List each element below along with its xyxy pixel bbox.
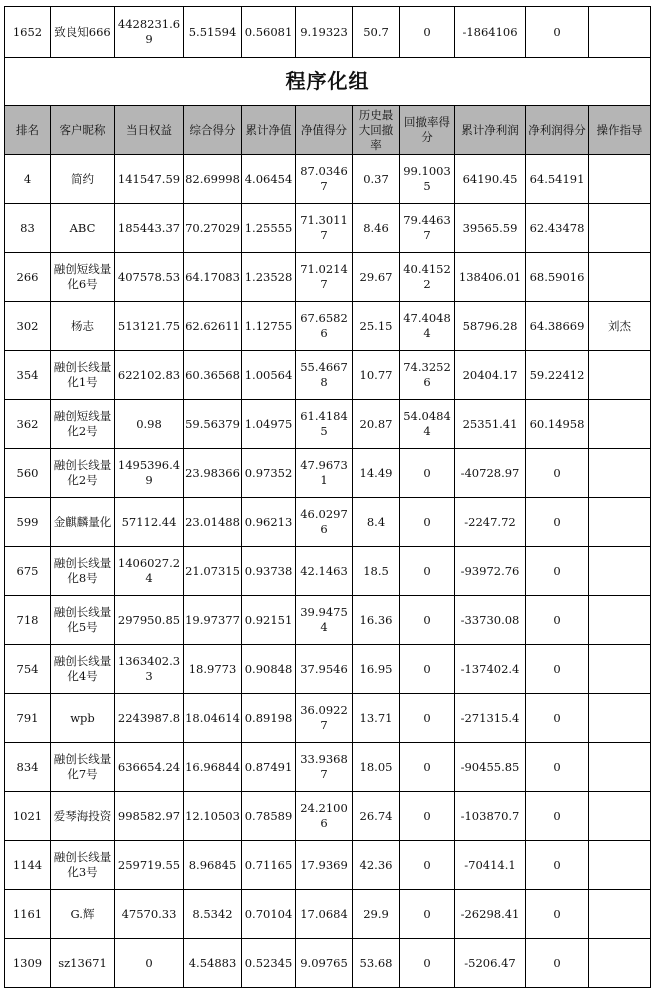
name-cell: 融创长线量化7号 (51, 743, 115, 792)
score-cell: 62.62611 (184, 302, 242, 351)
guide-cell (589, 547, 651, 596)
score-cell: 8.96845 (184, 841, 242, 890)
drawdown-cell: 18.5 (353, 547, 400, 596)
nav-cell: 1.04975 (242, 400, 296, 449)
table-row (5, 743, 651, 792)
rank-cell: 266 (5, 253, 51, 302)
rank-cell: 354 (5, 351, 51, 400)
nav-cell: 0.96213 (242, 498, 296, 547)
equity-cell: 297950.85 (115, 596, 184, 645)
profit-score-cell: 60.14958 (526, 400, 589, 449)
drawdown-cell: 25.15 (353, 302, 400, 351)
nav-score-cell: 87.03467 (296, 155, 353, 204)
profit-score-cell: 68.59016 (526, 253, 589, 302)
drawdown-score-cell: 99.10035 (400, 155, 455, 204)
guide-cell (589, 155, 651, 204)
equity-cell: 636654.24 (115, 743, 184, 792)
nav-score-cell: 24.21006 (296, 792, 353, 841)
name-cell: G.辉 (51, 890, 115, 939)
table-row (5, 449, 651, 498)
name-cell: 简约 (51, 155, 115, 204)
profit-score-cell: 0 (526, 792, 589, 841)
profit-cell: -26298.41 (455, 890, 526, 939)
rank-cell: 1309 (5, 939, 51, 988)
name-cell: ABC (51, 204, 115, 253)
drawdown-score-cell: 0 (400, 743, 455, 792)
nav-score-cell: 9.09765 (296, 939, 353, 988)
table-row (5, 547, 651, 596)
profit-cell: -5206.47 (455, 939, 526, 988)
rank-cell: 1144 (5, 841, 51, 890)
equity-cell: 998582.97 (115, 792, 184, 841)
drawdown-score-cell: 0 (400, 841, 455, 890)
drawdown-score-cell: 0 (400, 939, 455, 988)
name-cell: 杨志 (51, 302, 115, 351)
table-row (5, 694, 651, 743)
nav-cell: 1.00564 (242, 351, 296, 400)
profit-score-cell: 0 (526, 498, 589, 547)
guide-cell (589, 7, 651, 58)
drawdown-score-cell: 0 (400, 7, 455, 58)
profit-cell: -271315.4 (455, 694, 526, 743)
nav-score-cell: 46.02976 (296, 498, 353, 547)
drawdown-score-cell: 0 (400, 596, 455, 645)
guide-cell (589, 841, 651, 890)
nav-score-cell: 37.9546 (296, 645, 353, 694)
rank-cell: 4 (5, 155, 51, 204)
drawdown-cell: 29.9 (353, 890, 400, 939)
header-profit-score: 净利润得分 (526, 106, 589, 155)
profit-cell: -90455.85 (455, 743, 526, 792)
nav-score-cell: 33.93687 (296, 743, 353, 792)
table-row (5, 155, 651, 204)
drawdown-cell: 18.05 (353, 743, 400, 792)
name-cell: 融创长线量化3号 (51, 841, 115, 890)
nav-score-cell: 67.65826 (296, 302, 353, 351)
score-cell: 21.07315 (184, 547, 242, 596)
partial-top-row (5, 7, 651, 58)
profit-cell: -40728.97 (455, 449, 526, 498)
equity-cell: 259719.55 (115, 841, 184, 890)
nav-score-cell: 47.96731 (296, 449, 353, 498)
score-cell: 5.51594 (184, 7, 242, 58)
drawdown-cell: 13.71 (353, 694, 400, 743)
table-row (5, 302, 651, 351)
rank-cell: 83 (5, 204, 51, 253)
nav-cell: 0.78589 (242, 792, 296, 841)
name-cell: 融创长线量化1号 (51, 351, 115, 400)
table-row (5, 400, 651, 449)
drawdown-score-cell: 0 (400, 890, 455, 939)
drawdown-cell: 16.95 (353, 645, 400, 694)
rank-cell: 599 (5, 498, 51, 547)
guide-cell (589, 792, 651, 841)
equity-cell: 513121.75 (115, 302, 184, 351)
drawdown-cell: 42.36 (353, 841, 400, 890)
profit-cell: -33730.08 (455, 596, 526, 645)
score-cell: 12.10503 (184, 792, 242, 841)
nav-cell: 0.93738 (242, 547, 296, 596)
profit-score-cell: 0 (526, 645, 589, 694)
equity-cell: 141547.59 (115, 155, 184, 204)
nav-score-cell: 36.09227 (296, 694, 353, 743)
drawdown-score-cell: 40.41522 (400, 253, 455, 302)
header-row (5, 106, 651, 155)
header-nav: 累计净值 (242, 106, 296, 155)
nav-score-cell: 9.19323 (296, 7, 353, 58)
profit-score-cell: 0 (526, 7, 589, 58)
header-name: 客户昵称 (51, 106, 115, 155)
drawdown-score-cell: 74.32526 (400, 351, 455, 400)
nav-cell: 4.06454 (242, 155, 296, 204)
rank-cell: 675 (5, 547, 51, 596)
guide-cell (589, 596, 651, 645)
nav-cell: 0.90848 (242, 645, 296, 694)
profit-cell: -70414.1 (455, 841, 526, 890)
nav-score-cell: 71.02147 (296, 253, 353, 302)
drawdown-score-cell: 0 (400, 547, 455, 596)
guide-cell (589, 204, 651, 253)
equity-cell: 4428231.69 (115, 7, 184, 58)
equity-cell: 0.98 (115, 400, 184, 449)
nav-cell: 1.12755 (242, 302, 296, 351)
profit-score-cell: 0 (526, 939, 589, 988)
rank-cell: 560 (5, 449, 51, 498)
header-profit: 累计净利润 (455, 106, 526, 155)
profit-cell: -137402.4 (455, 645, 526, 694)
equity-cell: 2243987.8 (115, 694, 184, 743)
name-cell: 致良知666 (51, 7, 115, 58)
guide-cell (589, 694, 651, 743)
drawdown-cell: 26.74 (353, 792, 400, 841)
equity-cell: 1495396.49 (115, 449, 184, 498)
table-row (5, 841, 651, 890)
profit-score-cell: 62.43478 (526, 204, 589, 253)
score-cell: 19.97377 (184, 596, 242, 645)
nav-cell: 0.70104 (242, 890, 296, 939)
name-cell: 爱琴海投资 (51, 792, 115, 841)
score-cell: 18.04614 (184, 694, 242, 743)
name-cell: 融创短线量化2号 (51, 400, 115, 449)
score-cell: 4.54883 (184, 939, 242, 988)
table-row (5, 645, 651, 694)
drawdown-cell: 8.46 (353, 204, 400, 253)
drawdown-cell: 53.68 (353, 939, 400, 988)
score-cell: 60.36568 (184, 351, 242, 400)
header-drawdown-score: 回撤率得分 (400, 106, 455, 155)
name-cell: 融创短线量化6号 (51, 253, 115, 302)
nav-cell: 0.56081 (242, 7, 296, 58)
drawdown-cell: 29.67 (353, 253, 400, 302)
drawdown-score-cell: 0 (400, 498, 455, 547)
score-cell: 16.96844 (184, 743, 242, 792)
drawdown-cell: 16.36 (353, 596, 400, 645)
drawdown-cell: 8.4 (353, 498, 400, 547)
guide-cell (589, 939, 651, 988)
nav-score-cell: 71.30117 (296, 204, 353, 253)
nav-cell: 0.92151 (242, 596, 296, 645)
drawdown-score-cell: 0 (400, 449, 455, 498)
drawdown-score-cell: 0 (400, 792, 455, 841)
drawdown-score-cell: 47.40484 (400, 302, 455, 351)
nav-cell: 1.25555 (242, 204, 296, 253)
score-cell: 64.17083 (184, 253, 242, 302)
score-cell: 59.56379 (184, 400, 242, 449)
name-cell: 融创长线量化5号 (51, 596, 115, 645)
equity-cell: 185443.37 (115, 204, 184, 253)
name-cell: 金麒麟量化 (51, 498, 115, 547)
profit-score-cell: 0 (526, 547, 589, 596)
profit-score-cell: 0 (526, 743, 589, 792)
profit-score-cell: 0 (526, 596, 589, 645)
profit-cell: 138406.01 (455, 253, 526, 302)
drawdown-cell: 20.87 (353, 400, 400, 449)
drawdown-cell: 10.77 (353, 351, 400, 400)
profit-cell: 20404.17 (455, 351, 526, 400)
score-cell: 82.69998 (184, 155, 242, 204)
drawdown-score-cell: 79.44637 (400, 204, 455, 253)
name-cell: 融创长线量化8号 (51, 547, 115, 596)
section-title: 程序化组 (5, 58, 651, 106)
rank-cell: 362 (5, 400, 51, 449)
equity-cell: 47570.33 (115, 890, 184, 939)
profit-cell: 25351.41 (455, 400, 526, 449)
profit-score-cell: 64.54191 (526, 155, 589, 204)
score-cell: 23.01488 (184, 498, 242, 547)
rank-cell: 302 (5, 302, 51, 351)
table-row (5, 596, 651, 645)
header-guide: 操作指导 (589, 106, 651, 155)
guide-cell (589, 645, 651, 694)
guide-cell (589, 743, 651, 792)
section-title-row (5, 58, 651, 106)
ranking-table (4, 6, 651, 988)
equity-cell: 0 (115, 939, 184, 988)
nav-score-cell: 55.46678 (296, 351, 353, 400)
header-score: 综合得分 (184, 106, 242, 155)
table-row (5, 204, 651, 253)
guide-cell (589, 400, 651, 449)
nav-score-cell: 42.1463 (296, 547, 353, 596)
name-cell: wpb (51, 694, 115, 743)
nav-score-cell: 39.94754 (296, 596, 353, 645)
rank-cell: 1021 (5, 792, 51, 841)
table-row (5, 792, 651, 841)
nav-cell: 0.71165 (242, 841, 296, 890)
nav-cell: 0.97352 (242, 449, 296, 498)
name-cell: 融创长线量化2号 (51, 449, 115, 498)
guide-cell (589, 890, 651, 939)
guide-cell (589, 253, 651, 302)
table-row (5, 351, 651, 400)
drawdown-score-cell: 0 (400, 694, 455, 743)
profit-cell: -93972.76 (455, 547, 526, 596)
name-cell: sz13671 (51, 939, 115, 988)
profit-score-cell: 0 (526, 449, 589, 498)
profit-cell: -1864106 (455, 7, 526, 58)
guide-cell (589, 351, 651, 400)
nav-score-cell: 17.0684 (296, 890, 353, 939)
table-row (5, 498, 651, 547)
rank-cell: 1652 (5, 7, 51, 58)
profit-cell: 64190.45 (455, 155, 526, 204)
profit-score-cell: 0 (526, 694, 589, 743)
header-drawdown: 历史最大回撤率 (353, 106, 400, 155)
equity-cell: 1363402.33 (115, 645, 184, 694)
nav-cell: 0.89198 (242, 694, 296, 743)
drawdown-cell: 50.7 (353, 7, 400, 58)
header-rank: 排名 (5, 106, 51, 155)
table-row (5, 890, 651, 939)
profit-cell: 39565.59 (455, 204, 526, 253)
profit-cell: 58796.28 (455, 302, 526, 351)
header-nav-score: 净值得分 (296, 106, 353, 155)
nav-score-cell: 17.9369 (296, 841, 353, 890)
profit-score-cell: 0 (526, 841, 589, 890)
profit-cell: -2247.72 (455, 498, 526, 547)
table-row (5, 253, 651, 302)
profit-score-cell: 64.38669 (526, 302, 589, 351)
nav-score-cell: 61.41845 (296, 400, 353, 449)
profit-score-cell: 59.22412 (526, 351, 589, 400)
drawdown-cell: 14.49 (353, 449, 400, 498)
rank-cell: 1161 (5, 890, 51, 939)
table-row (5, 939, 651, 988)
equity-cell: 407578.53 (115, 253, 184, 302)
score-cell: 70.27029 (184, 204, 242, 253)
rank-cell: 791 (5, 694, 51, 743)
score-cell: 8.5342 (184, 890, 242, 939)
drawdown-cell: 0.37 (353, 155, 400, 204)
profit-score-cell: 0 (526, 890, 589, 939)
score-cell: 18.9773 (184, 645, 242, 694)
drawdown-score-cell: 0 (400, 645, 455, 694)
guide-cell (589, 449, 651, 498)
nav-cell: 0.52345 (242, 939, 296, 988)
score-cell: 23.98366 (184, 449, 242, 498)
profit-cell: -103870.7 (455, 792, 526, 841)
guide-cell: 刘杰 (589, 302, 651, 351)
rank-cell: 834 (5, 743, 51, 792)
equity-cell: 622102.83 (115, 351, 184, 400)
equity-cell: 1406027.24 (115, 547, 184, 596)
nav-cell: 0.87491 (242, 743, 296, 792)
drawdown-score-cell: 54.04844 (400, 400, 455, 449)
nav-cell: 1.23528 (242, 253, 296, 302)
rank-cell: 754 (5, 645, 51, 694)
rank-cell: 718 (5, 596, 51, 645)
name-cell: 融创长线量化4号 (51, 645, 115, 694)
guide-cell (589, 498, 651, 547)
equity-cell: 57112.44 (115, 498, 184, 547)
header-equity: 当日权益 (115, 106, 184, 155)
